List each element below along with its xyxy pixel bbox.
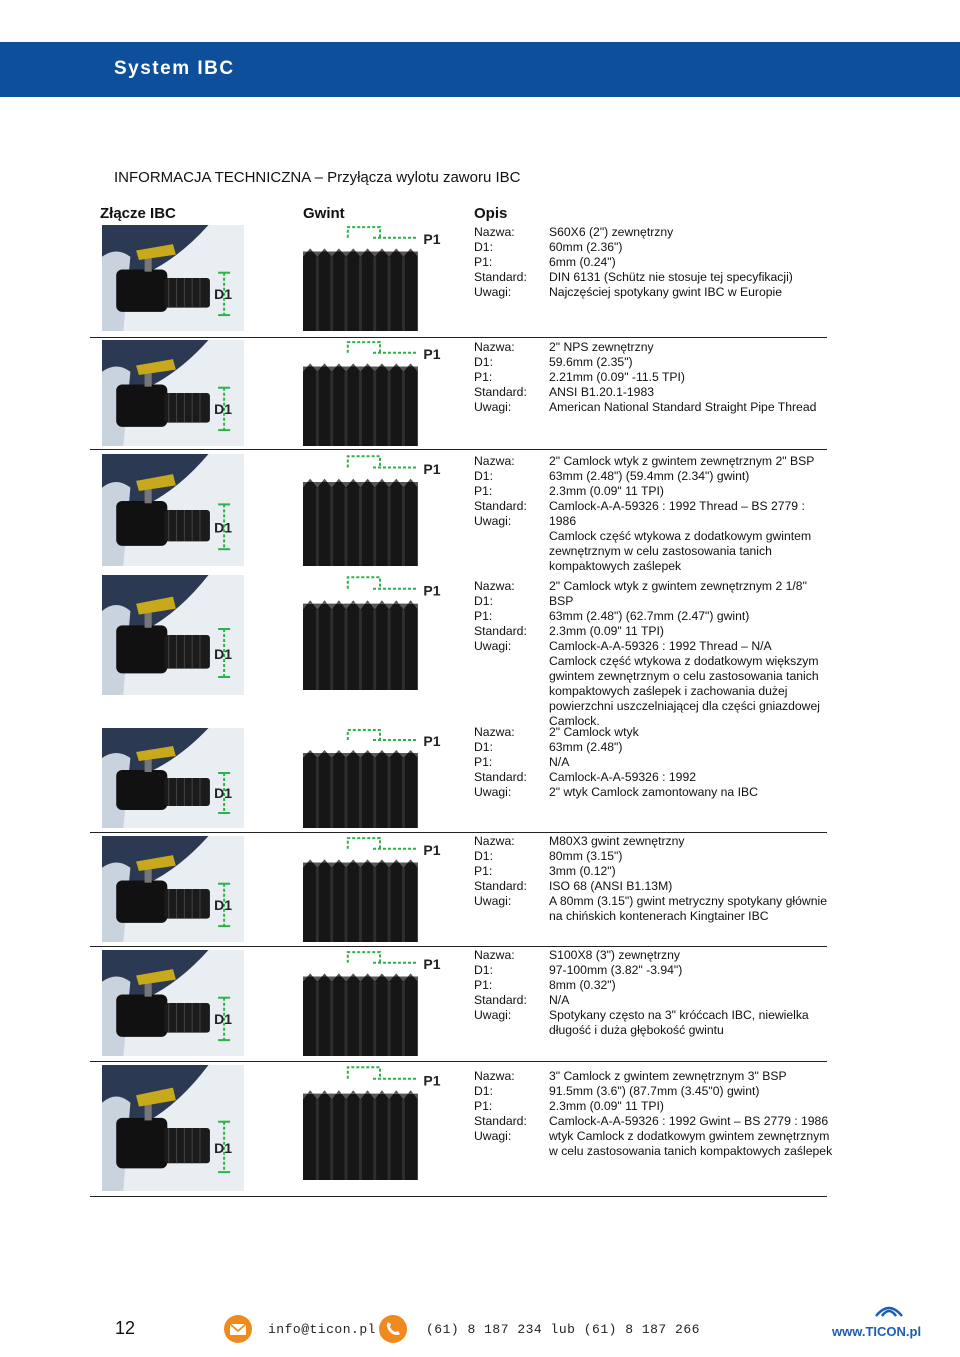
- spec-row-p1: [474, 609, 839, 624]
- thread-profile-image: [303, 950, 443, 1056]
- spec-value: 97-100mm (3.82" -3.94"): [549, 963, 683, 977]
- spec-key: D1:: [474, 240, 493, 254]
- spec-key: Standard:: [474, 385, 527, 399]
- spec-key: Uwagi:: [474, 639, 512, 653]
- section-camlock-3bsp: [90, 1063, 833, 1193]
- spec-value: Najczęściej spotykany gwint IBC w Europie: [549, 285, 783, 299]
- spec-value: S60X6 (2") zewnętrzny: [549, 225, 674, 239]
- d1-label: D1: [214, 897, 233, 914]
- thread-profile-image: [303, 836, 443, 942]
- spec-row-uwagi: [474, 785, 839, 800]
- section-camlock-plain: [90, 720, 827, 830]
- spec-row-standard: [474, 879, 839, 894]
- section-m80x3: [90, 834, 827, 946]
- valve-image: [102, 1065, 244, 1191]
- header-bar: [0, 42, 960, 97]
- spec-row-nazwa: [474, 340, 839, 355]
- spec-key: Standard:: [474, 270, 527, 284]
- spec-key: P1:: [474, 978, 493, 992]
- page-subtitle: INFORMACJA TECHNICZNA – Przyłącza wylotu zaworu IBC: [114, 169, 521, 186]
- divider: [90, 1061, 827, 1062]
- d1-label: D1: [214, 646, 233, 662]
- spec-key: P1:: [474, 609, 493, 623]
- spec-row-d1: [474, 963, 839, 978]
- spec-key: D1:: [474, 469, 493, 483]
- spec-value: 1986: [549, 514, 577, 528]
- spec-key: D1:: [474, 849, 493, 863]
- spec-value: American National Standard Straight Pipe Thread: [549, 400, 817, 414]
- spec-row-p1: [474, 755, 839, 770]
- spec-row-uwagi: [474, 285, 839, 300]
- spec-row-d1: [474, 740, 839, 755]
- spec-table: [474, 454, 839, 574]
- spec-row-p1: [474, 1099, 839, 1114]
- spec-key: Nazwa:: [474, 225, 515, 239]
- spec-value: 60mm (2.36"): [549, 240, 623, 254]
- thread-profile-image: [303, 1065, 443, 1180]
- spec-value: Camlock-A-A-59326 : 1992: [549, 770, 696, 784]
- spec-key: P1:: [474, 370, 493, 384]
- spec-key: Uwagi:: [474, 285, 512, 299]
- spec-row-p1: [474, 370, 839, 385]
- spec-row-nazwa: [474, 1069, 839, 1084]
- spec-row-p1: [474, 864, 839, 879]
- spec-value: 2.3mm (0.09" 11 TPI): [549, 1099, 664, 1113]
- p1-label: P1: [423, 956, 441, 973]
- spec-value: 6mm (0.24"): [549, 255, 616, 269]
- spec-row-standard: [474, 624, 839, 639]
- spec-value: ISO 68 (ANSI B1.13M): [549, 879, 673, 893]
- spec-value: 2.3mm (0.09" 11 TPI): [549, 624, 664, 638]
- column-header-connector: Złącze IBC: [100, 205, 176, 222]
- spec-row-nazwa: [474, 948, 839, 963]
- page-number: 12: [115, 1318, 136, 1338]
- spec-value: 91.5mm (3.6") (87.7mm (3.45"0) gwint): [549, 1084, 760, 1098]
- spec-table: [474, 725, 839, 800]
- p1-label: P1: [423, 461, 441, 478]
- spec-note: Camlock część wtykowa z dodatkowym gwintem zewnętrznym w celu zastosowania tanich kompaktowych zaślepek: [549, 529, 812, 573]
- spec-key: Standard:: [474, 993, 527, 1007]
- valve-image: [102, 340, 244, 446]
- phone-icon: [378, 1314, 408, 1344]
- spec-row-d1: [474, 849, 839, 864]
- spec-value: wtyk Camlock z dodatkowym gwintem zewnętrznym w celu zastosowania tanich kompaktowych zaślepek: [549, 1129, 833, 1158]
- spec-value: Spotykany często na 3" króćcach IBC, niewielka długość i duża głębokość gwintu: [549, 1008, 809, 1037]
- spec-key: P1:: [474, 1099, 493, 1113]
- spec-key: P1:: [474, 255, 493, 269]
- divider: [90, 1196, 827, 1197]
- spec-row-standard: [474, 993, 839, 1008]
- spec-value: S100X8 (3") zewnętrzny: [549, 948, 681, 962]
- spec-key: Nazwa:: [474, 725, 515, 739]
- spec-key: Standard:: [474, 770, 527, 784]
- footer-phone[interactable]: (61) 8 187 234 lub (61) 8 187 266: [426, 1322, 700, 1337]
- spec-row-uwagi: [474, 894, 839, 924]
- spec-row-d1: [474, 240, 839, 255]
- spec-row-d1: [474, 594, 839, 609]
- spec-value: A 80mm (3.15") gwint metryczny spotykany głównie na chińskich kontenerach Kingtainer IBC: [549, 894, 827, 923]
- spec-value: 8mm (0.32"): [549, 978, 616, 992]
- spec-key: Nazwa:: [474, 579, 515, 593]
- spec-row-nazwa: [474, 579, 839, 594]
- d1-label: D1: [214, 1140, 233, 1157]
- spec-value: M80X3 gwint zewnętrzny: [549, 834, 685, 848]
- spec-row-nazwa: [474, 225, 839, 240]
- spec-table: [474, 225, 839, 300]
- spec-value: 59.6mm (2.35"): [549, 355, 633, 369]
- spec-row-nazwa: [474, 834, 839, 849]
- d1-label: D1: [214, 519, 233, 536]
- spec-value: 2.3mm (0.09" 11 TPI): [549, 484, 664, 498]
- spec-row-p1: [474, 255, 839, 270]
- spec-value: 63mm (2.48") (59.4mm (2.34") gwint): [549, 469, 750, 483]
- spec-value: Camlock-A-A-59326 : 1992 Thread – N/A: [549, 639, 772, 653]
- thread-profile-image: [303, 728, 443, 828]
- section-camlock-218bsp: [90, 570, 827, 728]
- spec-value: BSP: [549, 594, 574, 608]
- signal-logo-icon: [872, 1298, 906, 1318]
- valve-image: [102, 950, 244, 1056]
- spec-row-d1: [474, 469, 839, 484]
- spec-value: 80mm (3.15"): [549, 849, 623, 863]
- spec-value: 2" Camlock wtyk z gwintem zewnętrznym 2 1/8": [549, 579, 807, 593]
- spec-value: 2" wtyk Camlock zamontowany na IBC: [549, 785, 758, 799]
- spec-row-nazwa: [474, 454, 839, 469]
- spec-row-uwagi: [474, 639, 839, 654]
- spec-row-d1: [474, 355, 839, 370]
- page-header-title: System IBC: [114, 58, 235, 79]
- p1-label: P1: [423, 346, 441, 363]
- spec-key: Nazwa:: [474, 454, 515, 468]
- spec-key: P1:: [474, 755, 493, 769]
- thread-profile-image: [303, 454, 443, 566]
- spec-key: Uwagi:: [474, 785, 512, 799]
- spec-key: Nazwa:: [474, 340, 515, 354]
- spec-value: 3" Camlock z gwintem zewnętrznym 3" BSP: [549, 1069, 787, 1083]
- footer: [0, 1310, 960, 1350]
- section-camlock-2bsp: [90, 452, 827, 573]
- envelope-icon: [223, 1314, 253, 1344]
- spec-key: Uwagi:: [474, 514, 512, 528]
- spec-table: [474, 948, 839, 1038]
- d1-label: D1: [214, 1011, 233, 1028]
- spec-row-uwagi: [474, 400, 839, 415]
- p1-label: P1: [423, 1072, 441, 1089]
- column-header-description: Opis: [474, 205, 508, 222]
- spec-row-note: [474, 529, 839, 574]
- d1-label: D1: [214, 785, 233, 801]
- spec-row-uwagi: [474, 514, 839, 529]
- spec-value: 2" Camlock wtyk: [549, 725, 639, 739]
- valve-image: [102, 728, 244, 828]
- spec-value: Camlock-A-A-59326 : 1992 Thread – BS 2779 :: [549, 499, 805, 513]
- spec-row-p1: [474, 978, 839, 993]
- footer-email[interactable]: info@ticon.pl: [268, 1322, 376, 1337]
- valve-image: [102, 836, 244, 942]
- thread-profile-image: [303, 340, 443, 446]
- spec-row-p1: [474, 484, 839, 499]
- spec-key: Standard:: [474, 1114, 527, 1128]
- valve-image: [102, 225, 244, 331]
- spec-value: N/A: [549, 993, 570, 1007]
- spec-key: Standard:: [474, 624, 527, 638]
- spec-value: DIN 6131 (Schütz nie stosuje tej specyfikacji): [549, 270, 793, 284]
- spec-value: N/A: [549, 755, 570, 769]
- divider: [90, 832, 827, 833]
- spec-row-uwagi: [474, 1129, 839, 1159]
- spec-note: Camlock część wtykowa z dodatkowym większym gwintem zewnętrznym o celu zastosowania tanich kompaktowych zaślepek i zachowania dużej powierzchni uszczelniającej dla części gniazdowej Camlock.: [549, 654, 820, 728]
- spec-key: Nazwa:: [474, 948, 515, 962]
- spec-row-note: [474, 654, 839, 729]
- p1-label: P1: [423, 733, 441, 749]
- column-header-thread: Gwint: [303, 205, 345, 222]
- spec-key: D1:: [474, 963, 493, 977]
- spec-value: 63mm (2.48"): [549, 740, 623, 754]
- thread-profile-image: [303, 225, 443, 331]
- section-s60x6: [90, 222, 827, 334]
- spec-row-standard: [474, 499, 839, 514]
- spec-key: D1:: [474, 594, 493, 608]
- p1-label: P1: [423, 842, 441, 859]
- spec-key: Standard:: [474, 499, 527, 513]
- spec-row-uwagi: [474, 1008, 839, 1038]
- spec-value: 2" Camlock wtyk z gwintem zewnętrznym 2" BSP: [549, 454, 815, 468]
- spec-key: D1:: [474, 1084, 493, 1098]
- thread-profile-image: [303, 575, 443, 690]
- spec-row-nazwa: [474, 725, 839, 740]
- spec-row-standard: [474, 385, 839, 400]
- spec-key: Uwagi:: [474, 400, 512, 414]
- spec-key: Nazwa:: [474, 1069, 515, 1083]
- divider: [90, 946, 827, 947]
- spec-table: [474, 1069, 839, 1159]
- spec-row-standard: [474, 1114, 839, 1129]
- spec-key: D1:: [474, 740, 493, 754]
- spec-value: ANSI B1.20.1-1983: [549, 385, 655, 399]
- spec-key: Uwagi:: [474, 1129, 512, 1143]
- spec-key: Uwagi:: [474, 1008, 512, 1022]
- spec-table: [474, 834, 839, 924]
- footer-website[interactable]: www.TICON.pl: [832, 1324, 922, 1339]
- p1-label: P1: [423, 231, 441, 248]
- spec-value: 2" NPS zewnętrzny: [549, 340, 654, 354]
- spec-key: P1:: [474, 484, 493, 498]
- spec-row-d1: [474, 1084, 839, 1099]
- p1-label: P1: [423, 582, 441, 599]
- spec-key: P1:: [474, 864, 493, 878]
- spec-value: 3mm (0.12"): [549, 864, 616, 878]
- valve-image: [102, 454, 244, 566]
- spec-key: Standard:: [474, 879, 527, 893]
- spec-table: [474, 340, 839, 415]
- d1-label: D1: [214, 401, 233, 418]
- divider: [90, 449, 827, 450]
- spec-row-standard: [474, 770, 839, 785]
- spec-table: [474, 579, 839, 729]
- valve-image: [102, 575, 244, 695]
- spec-value: 2.21mm (0.09" -11.5 TPI): [549, 370, 685, 384]
- spec-value: Camlock-A-A-59326 : 1992 Gwint – BS 2779 : 1986: [549, 1114, 829, 1128]
- section-nps: [90, 338, 827, 450]
- section-s100x8: [90, 948, 827, 1060]
- spec-value: 63mm (2.48") (62.7mm (2.47") gwint): [549, 609, 750, 623]
- d1-label: D1: [214, 286, 233, 303]
- spec-key: D1:: [474, 355, 493, 369]
- spec-row-standard: [474, 270, 839, 285]
- spec-key: Uwagi:: [474, 894, 512, 908]
- spec-key: Nazwa:: [474, 834, 515, 848]
